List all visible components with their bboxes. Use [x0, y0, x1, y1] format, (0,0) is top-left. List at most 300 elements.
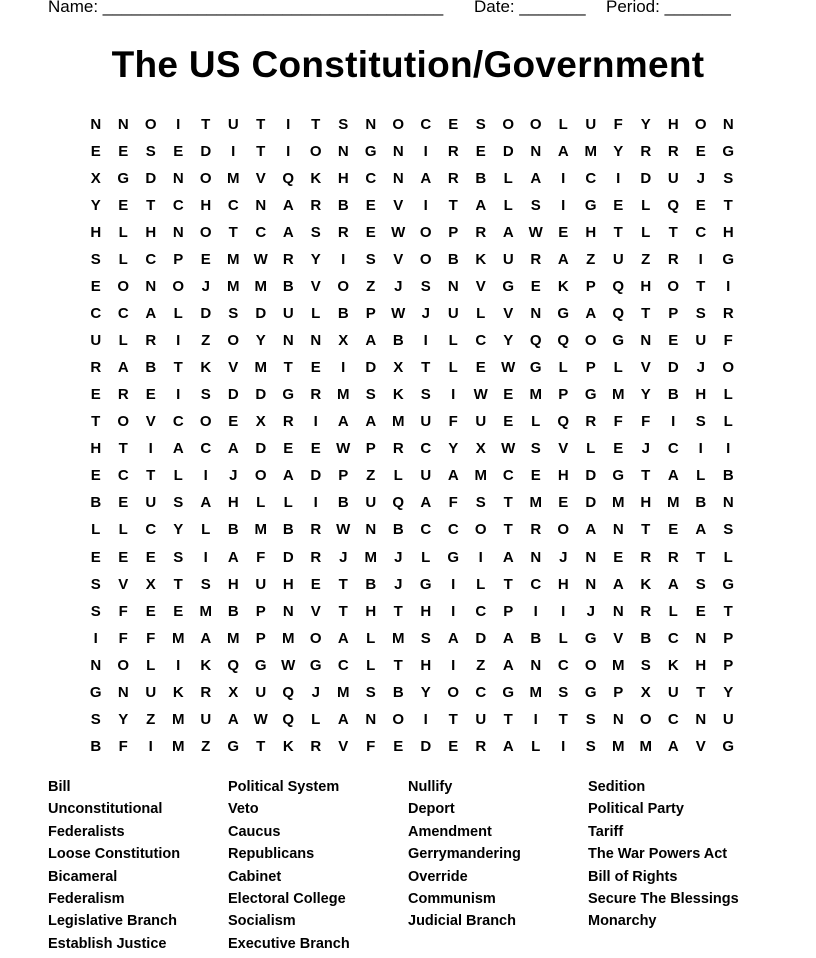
grid-letter[interactable]: T — [723, 197, 733, 215]
grid-letter[interactable]: M — [584, 143, 597, 161]
grid-letter[interactable]: R — [640, 143, 652, 161]
grid-letter[interactable]: T — [696, 548, 706, 566]
grid-letter[interactable]: H — [420, 602, 432, 620]
grid-letter[interactable]: S — [173, 548, 184, 566]
grid-letter[interactable]: S — [640, 656, 651, 674]
grid-letter[interactable]: S — [310, 224, 321, 242]
grid-letter[interactable]: U — [227, 116, 239, 133]
grid-letter[interactable]: J — [696, 359, 705, 377]
grid-letter[interactable]: E — [448, 737, 459, 755]
grid-letter[interactable]: L — [201, 521, 211, 539]
grid-letter[interactable]: J — [394, 278, 403, 296]
grid-letter[interactable]: L — [641, 224, 651, 242]
grid-letter[interactable]: N — [722, 116, 734, 133]
grid-letter[interactable]: P — [613, 683, 624, 701]
grid-letter[interactable]: N — [282, 332, 294, 350]
grid-letter[interactable]: M — [337, 386, 350, 404]
grid-letter[interactable]: D — [255, 440, 267, 458]
grid-letter[interactable]: E — [613, 197, 624, 215]
grid-letter[interactable]: E — [200, 251, 211, 269]
grid-letter[interactable]: V — [118, 575, 129, 593]
grid-letter[interactable]: V — [393, 251, 404, 269]
grid-letter[interactable]: L — [723, 386, 733, 404]
grid-letter[interactable]: D — [475, 629, 487, 647]
grid-letter[interactable]: M — [612, 737, 625, 755]
grid-letter[interactable]: A — [200, 494, 212, 512]
grid-letter[interactable]: B — [282, 278, 294, 296]
grid-letter[interactable]: A — [365, 413, 377, 431]
grid-letter[interactable]: A — [172, 440, 184, 458]
grid-letter[interactable]: S — [695, 413, 706, 431]
grid-letter[interactable]: Y — [640, 116, 651, 133]
grid-letter[interactable]: N — [612, 602, 624, 620]
grid-letter[interactable]: Z — [201, 332, 211, 350]
grid-letter[interactable]: N — [392, 170, 404, 188]
grid-letter[interactable]: R — [392, 440, 404, 458]
grid-letter[interactable]: V — [338, 737, 349, 755]
grid-letter[interactable]: I — [423, 197, 428, 215]
grid-letter[interactable]: J — [641, 440, 650, 458]
grid-letter[interactable]: S — [695, 305, 706, 323]
grid-letter[interactable]: S — [90, 575, 101, 593]
grid-letter[interactable]: L — [668, 602, 678, 620]
grid-letter[interactable]: E — [530, 278, 541, 296]
grid-letter[interactable]: B — [530, 629, 542, 647]
grid-letter[interactable]: W — [391, 224, 406, 242]
grid-letter[interactable]: U — [255, 575, 267, 593]
grid-letter[interactable]: A — [502, 737, 514, 755]
grid-letter[interactable]: O — [667, 278, 680, 296]
grid-letter[interactable]: L — [91, 521, 101, 539]
grid-letter[interactable]: T — [448, 197, 458, 215]
grid-letter[interactable]: D — [227, 386, 239, 404]
grid-letter[interactable]: U — [667, 170, 679, 188]
grid-letter[interactable]: O — [529, 116, 542, 133]
grid-letter[interactable]: K — [200, 359, 212, 377]
grid-letter[interactable]: B — [640, 629, 652, 647]
grid-letter[interactable]: H — [365, 602, 377, 620]
grid-letter[interactable]: I — [671, 413, 676, 431]
grid-letter[interactable]: Q — [557, 413, 570, 431]
grid-letter[interactable]: C — [475, 602, 487, 620]
grid-letter[interactable]: Y — [90, 197, 101, 215]
grid-letter[interactable]: N — [392, 143, 404, 161]
grid-letter[interactable]: G — [447, 548, 460, 566]
grid-letter[interactable]: R — [310, 521, 322, 539]
grid-letter[interactable]: I — [341, 359, 346, 377]
grid-letter[interactable]: V — [558, 440, 569, 458]
grid-letter[interactable]: M — [392, 629, 405, 647]
grid-letter[interactable]: J — [559, 548, 568, 566]
grid-letter[interactable]: V — [310, 278, 321, 296]
grid-letter[interactable]: T — [723, 602, 733, 620]
grid-letter[interactable]: S — [420, 386, 431, 404]
grid-letter[interactable]: E — [310, 575, 321, 593]
grid-letter[interactable]: K — [640, 575, 652, 593]
grid-letter[interactable]: N — [337, 143, 349, 161]
grid-letter[interactable]: F — [613, 116, 623, 133]
grid-letter[interactable]: E — [310, 440, 321, 458]
grid-letter[interactable]: W — [281, 656, 296, 674]
grid-letter[interactable]: O — [254, 467, 267, 485]
grid-letter[interactable]: A — [695, 521, 707, 539]
grid-letter[interactable]: C — [420, 440, 432, 458]
grid-letter[interactable]: B — [337, 305, 349, 323]
grid-letter[interactable]: S — [365, 251, 376, 269]
grid-letter[interactable]: I — [561, 170, 566, 188]
grid-letter[interactable]: C — [420, 116, 432, 133]
grid-letter[interactable]: E — [475, 359, 486, 377]
grid-letter[interactable]: Q — [667, 197, 680, 215]
grid-letter[interactable]: Q — [227, 656, 240, 674]
grid-letter[interactable]: J — [339, 548, 348, 566]
grid-letter[interactable]: P — [365, 305, 376, 323]
grid-letter[interactable]: E — [365, 224, 376, 242]
grid-letter[interactable]: D — [200, 143, 212, 161]
grid-letter[interactable]: L — [586, 440, 596, 458]
grid-letter[interactable]: I — [148, 737, 153, 755]
grid-letter[interactable]: B — [282, 521, 294, 539]
grid-letter[interactable]: G — [722, 737, 735, 755]
grid-letter[interactable]: S — [228, 305, 239, 323]
grid-letter[interactable]: E — [503, 413, 514, 431]
grid-letter[interactable]: P — [255, 602, 266, 620]
grid-letter[interactable]: O — [309, 143, 322, 161]
grid-letter[interactable]: T — [393, 656, 403, 674]
grid-letter[interactable]: B — [337, 494, 349, 512]
grid-letter[interactable]: L — [173, 305, 183, 323]
grid-letter[interactable]: T — [613, 224, 623, 242]
grid-letter[interactable]: U — [200, 710, 212, 728]
grid-letter[interactable]: D — [585, 467, 597, 485]
grid-letter[interactable]: T — [503, 521, 513, 539]
grid-letter[interactable]: R — [722, 305, 734, 323]
grid-letter[interactable]: A — [502, 548, 514, 566]
grid-letter[interactable]: K — [200, 656, 212, 674]
grid-letter[interactable]: S — [200, 386, 211, 404]
grid-letter[interactable]: W — [336, 440, 351, 458]
grid-letter[interactable]: Q — [282, 170, 295, 188]
grid-letter[interactable]: C — [667, 440, 679, 458]
grid-letter[interactable]: X — [393, 359, 404, 377]
grid-letter[interactable]: E — [145, 548, 156, 566]
grid-letter[interactable]: E — [365, 197, 376, 215]
grid-letter[interactable]: I — [148, 440, 153, 458]
grid-letter[interactable]: R — [447, 143, 459, 161]
grid-letter[interactable]: S — [90, 251, 101, 269]
grid-letter[interactable]: E — [695, 602, 706, 620]
grid-letter[interactable]: L — [448, 359, 458, 377]
grid-letter[interactable]: Z — [641, 251, 651, 269]
grid-letter[interactable]: N — [722, 494, 734, 512]
grid-letter[interactable]: N — [365, 710, 377, 728]
grid-letter[interactable]: Q — [529, 332, 542, 350]
grid-letter[interactable]: C — [420, 521, 432, 539]
grid-letter[interactable]: X — [90, 170, 101, 188]
grid-letter[interactable]: I — [203, 467, 208, 485]
grid-letter[interactable]: J — [421, 305, 430, 323]
grid-letter[interactable]: G — [227, 737, 240, 755]
grid-letter[interactable]: T — [173, 575, 183, 593]
grid-letter[interactable]: T — [393, 602, 403, 620]
grid-letter[interactable]: A — [502, 224, 514, 242]
grid-letter[interactable]: B — [227, 521, 239, 539]
grid-letter[interactable]: E — [118, 197, 129, 215]
grid-letter[interactable]: S — [173, 494, 184, 512]
grid-letter[interactable]: D — [255, 305, 267, 323]
grid-letter[interactable]: U — [722, 710, 734, 728]
grid-letter[interactable]: O — [694, 116, 707, 133]
grid-letter[interactable]: T — [503, 710, 513, 728]
grid-letter[interactable]: W — [501, 440, 516, 458]
grid-letter[interactable]: G — [502, 683, 515, 701]
grid-letter[interactable]: V — [310, 602, 321, 620]
grid-letter[interactable]: T — [338, 602, 348, 620]
grid-letter[interactable]: O — [392, 710, 405, 728]
grid-letter[interactable]: L — [118, 251, 128, 269]
grid-letter[interactable]: T — [421, 359, 431, 377]
grid-letter[interactable]: Z — [586, 251, 596, 269]
grid-letter[interactable]: J — [201, 278, 210, 296]
grid-letter[interactable]: T — [641, 305, 651, 323]
grid-letter[interactable]: L — [531, 413, 541, 431]
grid-letter[interactable]: V — [255, 170, 266, 188]
grid-letter[interactable]: E — [173, 143, 184, 161]
grid-letter[interactable]: V — [228, 359, 239, 377]
grid-letter[interactable]: U — [365, 494, 377, 512]
grid-letter[interactable]: U — [145, 683, 157, 701]
grid-letter[interactable]: E — [283, 440, 294, 458]
grid-letter[interactable]: J — [394, 548, 403, 566]
grid-letter[interactable]: R — [282, 413, 294, 431]
grid-letter[interactable]: U — [475, 710, 487, 728]
grid-letter[interactable]: I — [726, 440, 731, 458]
grid-letter[interactable]: I — [286, 143, 291, 161]
grid-letter[interactable]: Z — [366, 467, 376, 485]
grid-letter[interactable]: R — [640, 602, 652, 620]
grid-letter[interactable]: C — [667, 629, 679, 647]
grid-letter[interactable]: B — [392, 332, 404, 350]
grid-letter[interactable]: Q — [612, 305, 625, 323]
grid-letter[interactable]: G — [722, 251, 735, 269]
grid-letter[interactable]: S — [558, 683, 569, 701]
grid-letter[interactable]: E — [90, 143, 101, 161]
grid-letter[interactable]: G — [89, 683, 102, 701]
grid-letter[interactable]: V — [640, 359, 651, 377]
grid-letter[interactable]: M — [172, 629, 185, 647]
grid-letter[interactable]: S — [530, 197, 541, 215]
grid-letter[interactable]: S — [585, 710, 596, 728]
grid-letter[interactable]: F — [723, 332, 733, 350]
grid-letter[interactable]: Q — [282, 683, 295, 701]
grid-letter[interactable]: E — [448, 116, 459, 133]
grid-letter[interactable]: S — [475, 494, 486, 512]
grid-letter[interactable]: A — [557, 251, 569, 269]
grid-letter[interactable]: Y — [255, 332, 266, 350]
grid-letter[interactable]: T — [228, 224, 238, 242]
grid-letter[interactable]: O — [309, 629, 322, 647]
grid-letter[interactable]: M — [254, 278, 267, 296]
grid-letter[interactable]: S — [365, 683, 376, 701]
grid-letter[interactable]: N — [365, 521, 377, 539]
grid-letter[interactable]: T — [146, 467, 156, 485]
grid-letter[interactable]: I — [93, 629, 98, 647]
grid-letter[interactable]: I — [533, 710, 538, 728]
grid-letter[interactable]: X — [640, 683, 651, 701]
grid-letter[interactable]: R — [337, 224, 349, 242]
grid-letter[interactable]: A — [557, 143, 569, 161]
grid-letter[interactable]: B — [722, 467, 734, 485]
grid-letter[interactable]: R — [90, 359, 102, 377]
grid-letter[interactable]: O — [722, 359, 735, 377]
grid-letter[interactable]: N — [255, 197, 267, 215]
grid-letter[interactable]: T — [668, 224, 678, 242]
grid-letter[interactable]: V — [145, 413, 156, 431]
grid-letter[interactable]: C — [145, 521, 157, 539]
grid-letter[interactable]: S — [723, 170, 734, 188]
grid-letter[interactable]: E — [695, 143, 706, 161]
grid-letter[interactable]: F — [366, 737, 376, 755]
grid-letter[interactable]: O — [337, 278, 350, 296]
grid-letter[interactable]: A — [447, 467, 459, 485]
grid-letter[interactable]: B — [447, 251, 459, 269]
grid-letter[interactable]: C — [667, 710, 679, 728]
grid-letter[interactable]: E — [530, 467, 541, 485]
grid-letter[interactable]: O — [447, 683, 460, 701]
grid-letter[interactable]: F — [118, 602, 128, 620]
grid-letter[interactable]: F — [613, 413, 623, 431]
grid-letter[interactable]: L — [393, 467, 403, 485]
grid-letter[interactable]: C — [447, 521, 459, 539]
grid-letter[interactable]: G — [612, 332, 625, 350]
grid-letter[interactable]: M — [227, 251, 240, 269]
grid-letter[interactable]: N — [145, 278, 157, 296]
grid-letter[interactable]: P — [585, 359, 596, 377]
grid-letter[interactable]: M — [172, 737, 185, 755]
grid-letter[interactable]: Y — [613, 143, 624, 161]
grid-letter[interactable]: R — [667, 143, 679, 161]
grid-letter[interactable]: L — [146, 656, 156, 674]
grid-letter[interactable]: C — [90, 305, 102, 323]
grid-letter[interactable]: R — [310, 737, 322, 755]
grid-letter[interactable]: T — [503, 494, 513, 512]
grid-letter[interactable]: A — [585, 521, 597, 539]
grid-letter[interactable]: L — [421, 548, 431, 566]
grid-letter[interactable]: S — [200, 575, 211, 593]
grid-letter[interactable]: A — [227, 710, 239, 728]
grid-letter[interactable]: V — [503, 305, 514, 323]
grid-letter[interactable]: G — [282, 386, 295, 404]
grid-letter[interactable]: R — [640, 548, 652, 566]
grid-letter[interactable]: E — [90, 386, 101, 404]
grid-letter[interactable]: C — [255, 224, 267, 242]
grid-letter[interactable]: T — [283, 359, 293, 377]
grid-letter[interactable]: O — [144, 116, 157, 133]
grid-letter[interactable]: O — [584, 332, 597, 350]
grid-letter[interactable]: S — [90, 602, 101, 620]
grid-letter[interactable]: E — [695, 197, 706, 215]
grid-letter[interactable]: M — [227, 170, 240, 188]
grid-letter[interactable]: A — [337, 629, 349, 647]
grid-letter[interactable]: E — [145, 386, 156, 404]
grid-letter[interactable]: C — [557, 656, 569, 674]
grid-letter[interactable]: H — [695, 386, 707, 404]
grid-letter[interactable]: G — [529, 359, 542, 377]
grid-letter[interactable]: E — [558, 494, 569, 512]
grid-letter[interactable]: R — [117, 386, 129, 404]
grid-letter[interactable]: O — [117, 413, 130, 431]
grid-letter[interactable]: N — [530, 143, 542, 161]
grid-letter[interactable]: L — [641, 197, 651, 215]
grid-letter[interactable]: I — [561, 197, 566, 215]
grid-letter[interactable]: M — [474, 467, 487, 485]
grid-letter[interactable]: C — [475, 332, 487, 350]
grid-letter[interactable]: E — [613, 548, 624, 566]
grid-letter[interactable]: L — [118, 521, 128, 539]
grid-letter[interactable]: S — [338, 116, 349, 133]
grid-letter[interactable]: K — [392, 386, 404, 404]
grid-letter[interactable]: K — [475, 251, 487, 269]
grid-letter[interactable]: Z — [146, 710, 156, 728]
grid-letter[interactable]: I — [423, 143, 428, 161]
grid-letter[interactable]: S — [420, 278, 431, 296]
grid-letter[interactable]: U — [502, 251, 514, 269]
grid-letter[interactable]: E — [558, 224, 569, 242]
grid-letter[interactable]: N — [695, 629, 707, 647]
grid-letter[interactable]: O — [557, 521, 570, 539]
grid-letter[interactable]: B — [90, 494, 102, 512]
grid-letter[interactable]: S — [145, 143, 156, 161]
grid-letter[interactable]: W — [528, 224, 543, 242]
grid-letter[interactable]: E — [118, 494, 129, 512]
grid-letter[interactable]: N — [117, 116, 129, 133]
grid-letter[interactable]: M — [392, 413, 405, 431]
grid-letter[interactable]: E — [118, 143, 129, 161]
grid-letter[interactable]: F — [448, 494, 458, 512]
grid-letter[interactable]: T — [311, 116, 321, 133]
grid-letter[interactable]: U — [585, 116, 597, 133]
grid-letter[interactable]: R — [475, 224, 487, 242]
grid-letter[interactable]: U — [145, 494, 157, 512]
grid-letter[interactable]: B — [392, 683, 404, 701]
grid-letter[interactable]: T — [146, 197, 156, 215]
grid-letter[interactable]: J — [696, 170, 705, 188]
grid-letter[interactable]: F — [256, 548, 266, 566]
grid-letter[interactable]: W — [501, 359, 516, 377]
grid-letter[interactable]: L — [256, 494, 266, 512]
grid-letter[interactable]: U — [447, 305, 459, 323]
grid-letter[interactable]: H — [90, 224, 102, 242]
grid-letter[interactable]: I — [313, 413, 318, 431]
grid-letter[interactable]: G — [612, 467, 625, 485]
grid-letter[interactable]: G — [117, 170, 130, 188]
grid-letter[interactable]: L — [118, 224, 128, 242]
grid-letter[interactable]: H — [227, 494, 239, 512]
grid-letter[interactable]: I — [423, 332, 428, 350]
grid-letter[interactable]: V — [475, 278, 486, 296]
grid-letter[interactable]: T — [201, 116, 211, 133]
grid-letter[interactable]: L — [283, 494, 293, 512]
grid-letter[interactable]: Q — [557, 332, 570, 350]
grid-letter[interactable]: T — [256, 116, 266, 133]
grid-letter[interactable]: P — [255, 629, 266, 647]
grid-letter[interactable]: W — [473, 386, 488, 404]
grid-letter[interactable]: A — [282, 197, 294, 215]
grid-letter[interactable]: H — [282, 575, 294, 593]
grid-letter[interactable]: D — [502, 143, 514, 161]
grid-letter[interactable]: G — [309, 656, 322, 674]
grid-letter[interactable]: X — [338, 332, 349, 350]
